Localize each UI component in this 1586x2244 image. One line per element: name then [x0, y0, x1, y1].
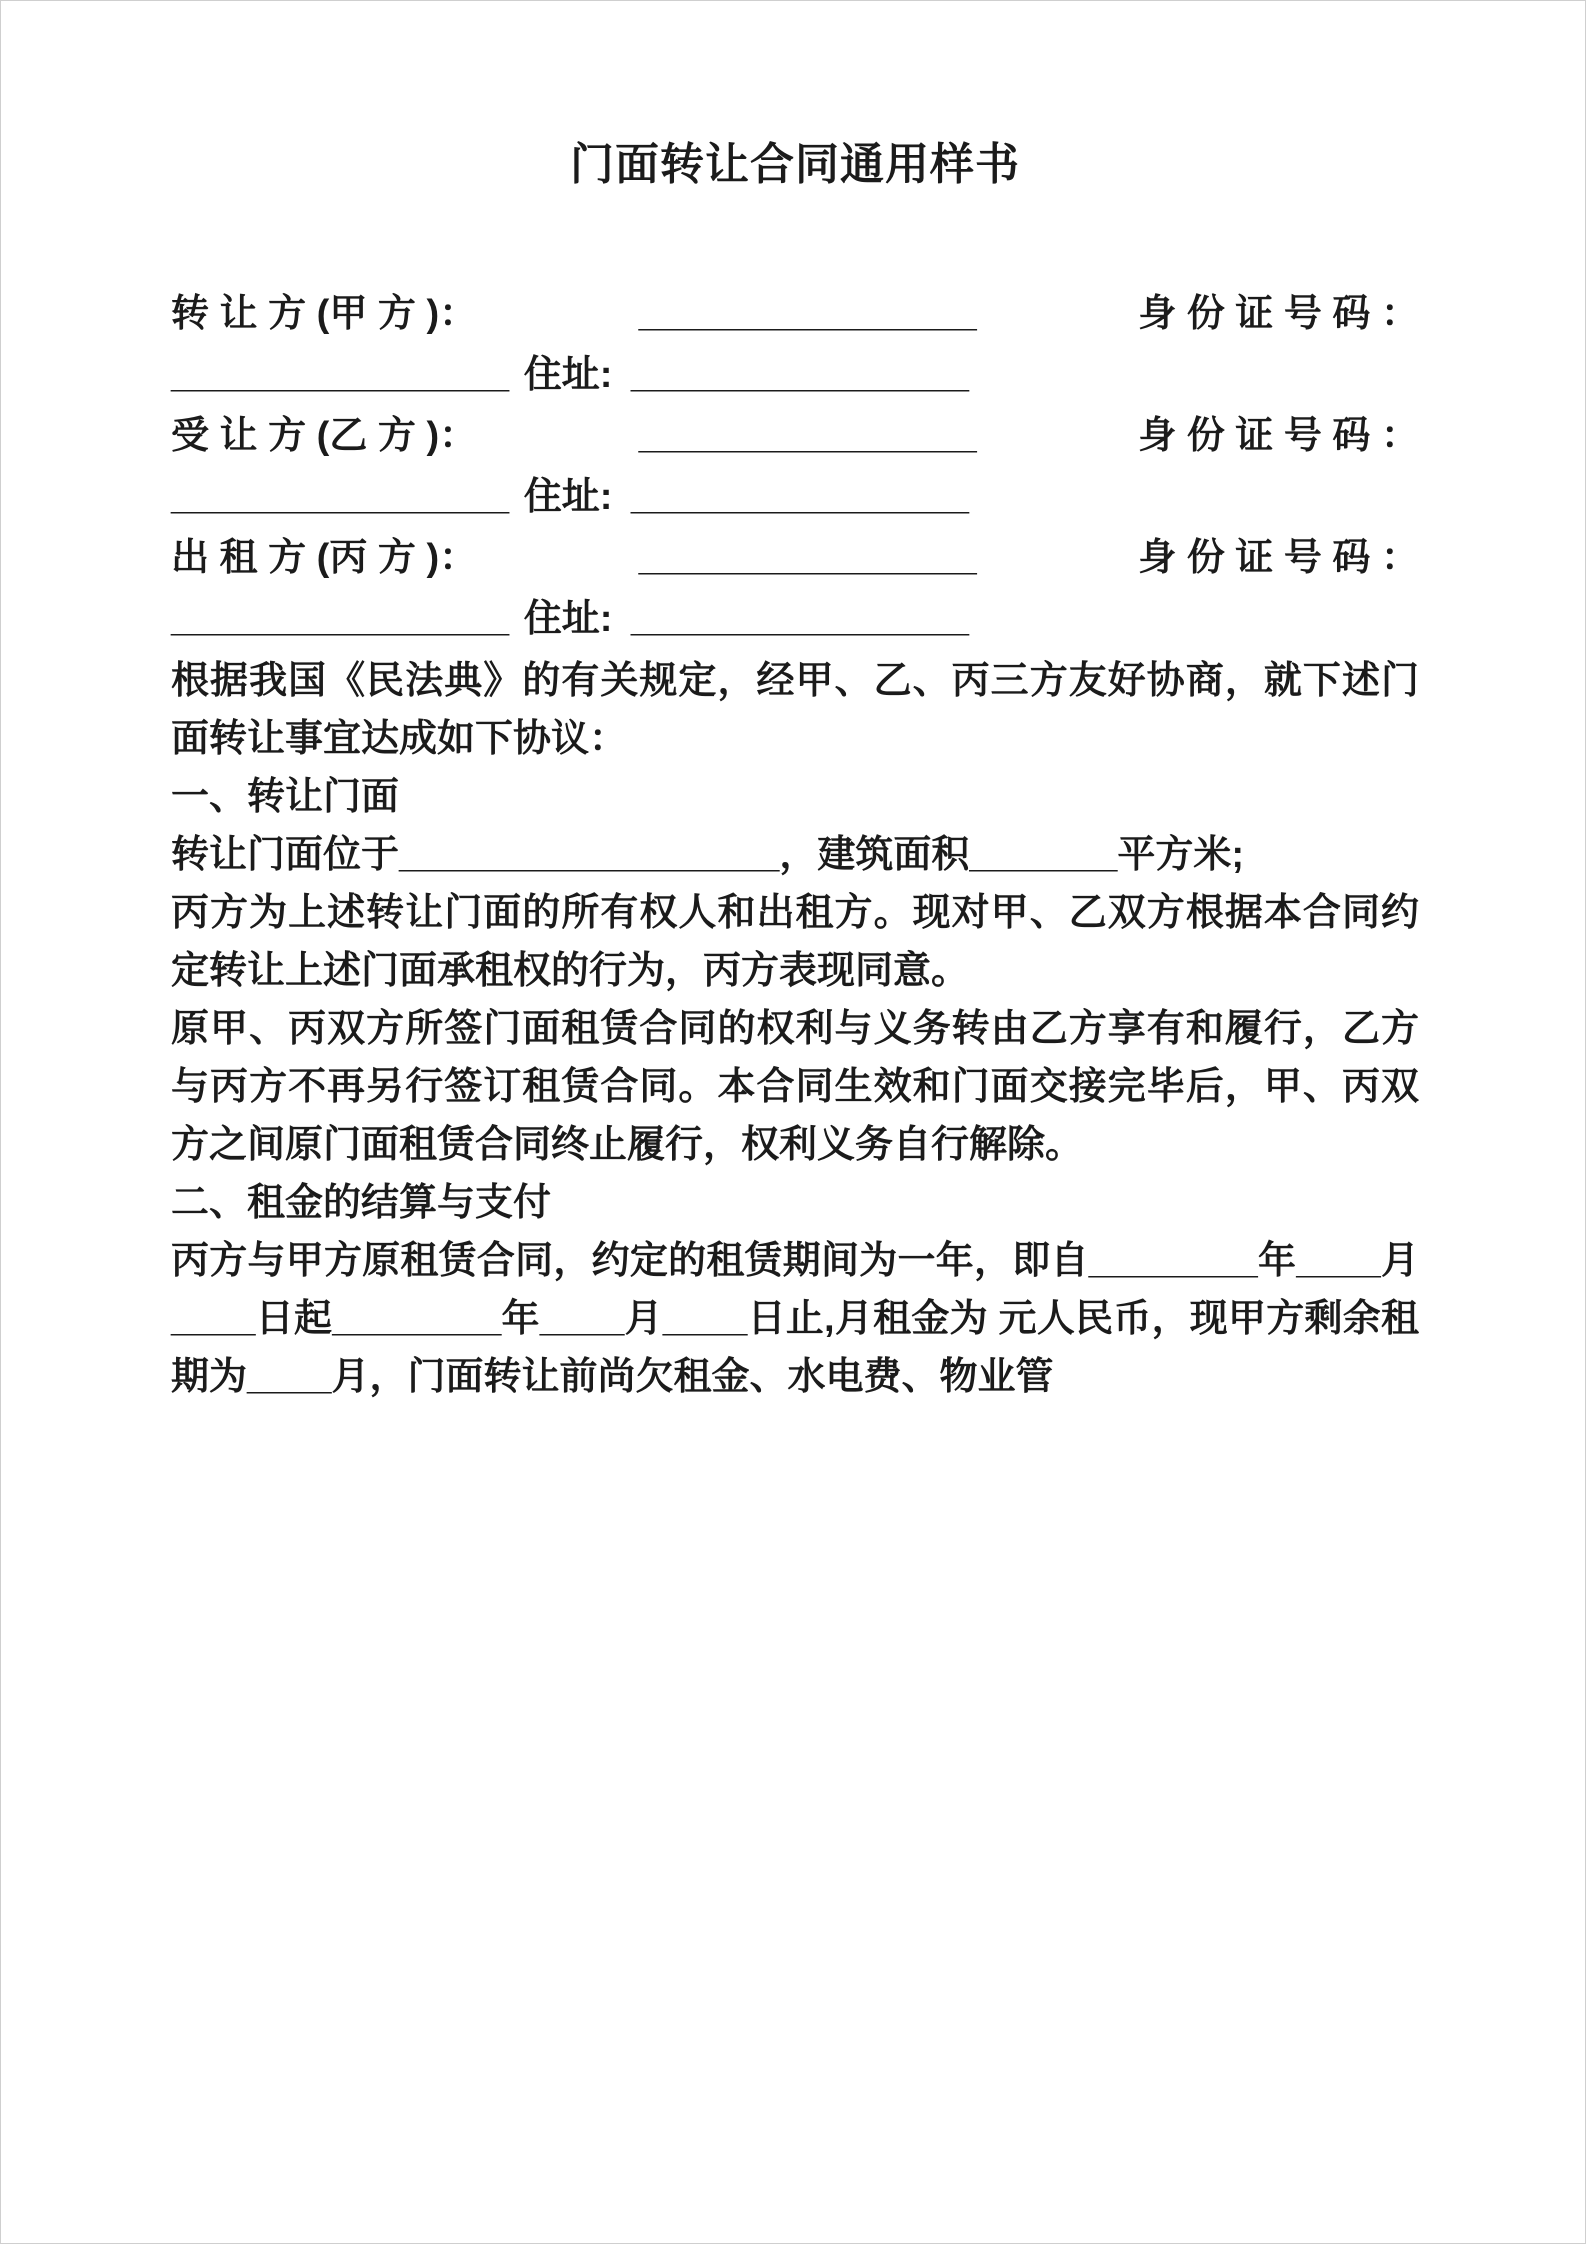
- party-address-line: [171, 345, 1419, 406]
- address-label: 住址:: [523, 353, 613, 396]
- paragraph-storefront-location: 转让门面位于__________________，建筑面积_______平方米;: [171, 833, 1245, 876]
- party-role-line: [171, 528, 1419, 589]
- address-blank: ________________: [630, 597, 970, 640]
- id-number-blank: ________________: [171, 475, 510, 518]
- party-name-blank: ________________: [638, 292, 977, 335]
- party-role-label: 转 让 方 (甲 方 )：: [171, 292, 478, 335]
- party-role-line: [171, 406, 1419, 467]
- party-name-blank: ________________: [638, 536, 977, 579]
- address-blank: ________________: [630, 353, 970, 396]
- id-number-label: 身 份 证 号 码 ：: [1138, 536, 1419, 579]
- parties-section: [171, 284, 1419, 650]
- party-role-line: [171, 284, 1419, 345]
- party-role-label: 出 租 方 (丙 方 )：: [171, 536, 478, 579]
- paragraph-owner-consent: 丙方为上述转让门面的所有权人和出租方。现对甲、乙双方根据本合同约定转让上述门面承租权的行为，丙方表现同意。: [171, 891, 1419, 992]
- paragraph-preamble: 根据我国《民法典》的有关规定，经甲、乙、丙三方友好协商，就下述门面转让事宜达成如下协议：: [171, 659, 1419, 760]
- section-heading-rent: 二、租金的结算与支付: [171, 1181, 552, 1224]
- id-number-label: 身 份 证 号 码 ：: [1138, 292, 1419, 335]
- party-address-line: [171, 467, 1419, 528]
- party-name-blank: ________________: [638, 414, 977, 457]
- section-heading-transfer: 一、转让门面: [171, 775, 400, 818]
- party-role-label: 受 让 方 (乙 方 )：: [171, 414, 478, 457]
- address-label: 住址:: [523, 475, 613, 518]
- party-block-transferor: [171, 284, 1419, 406]
- address-label: 住址:: [523, 597, 613, 640]
- document-title: 门面转让合同通用样书: [570, 140, 1020, 189]
- party-address-line: [171, 589, 1419, 650]
- contract-body: [171, 652, 1419, 1406]
- id-number-label: 身 份 证 号 码 ：: [1138, 414, 1419, 457]
- id-number-blank: ________________: [171, 597, 510, 640]
- paragraph-rights-obligations: 原甲、丙双方所签门面租赁合同的权利与义务转由乙方享有和履行，乙方与丙方不再另行签订租赁合同。本合同生效和门面交接完毕后，甲、丙双方之间原门面租赁合同终止履行，权利义务自行解除。: [171, 1007, 1419, 1166]
- id-number-blank: ________________: [171, 353, 510, 396]
- paragraph-rent-terms: 丙方与甲方原租赁合同，约定的租赁期间为一年，即自________年____月____日起________年____月____日止,月租金为 元人民币，现甲方剩余租期为____月，门面转让前尚欠租金、水电费、物业管: [171, 1239, 1419, 1398]
- address-blank: ________________: [630, 475, 970, 518]
- party-block-transferee: [171, 406, 1419, 528]
- party-block-lessor: [171, 528, 1419, 650]
